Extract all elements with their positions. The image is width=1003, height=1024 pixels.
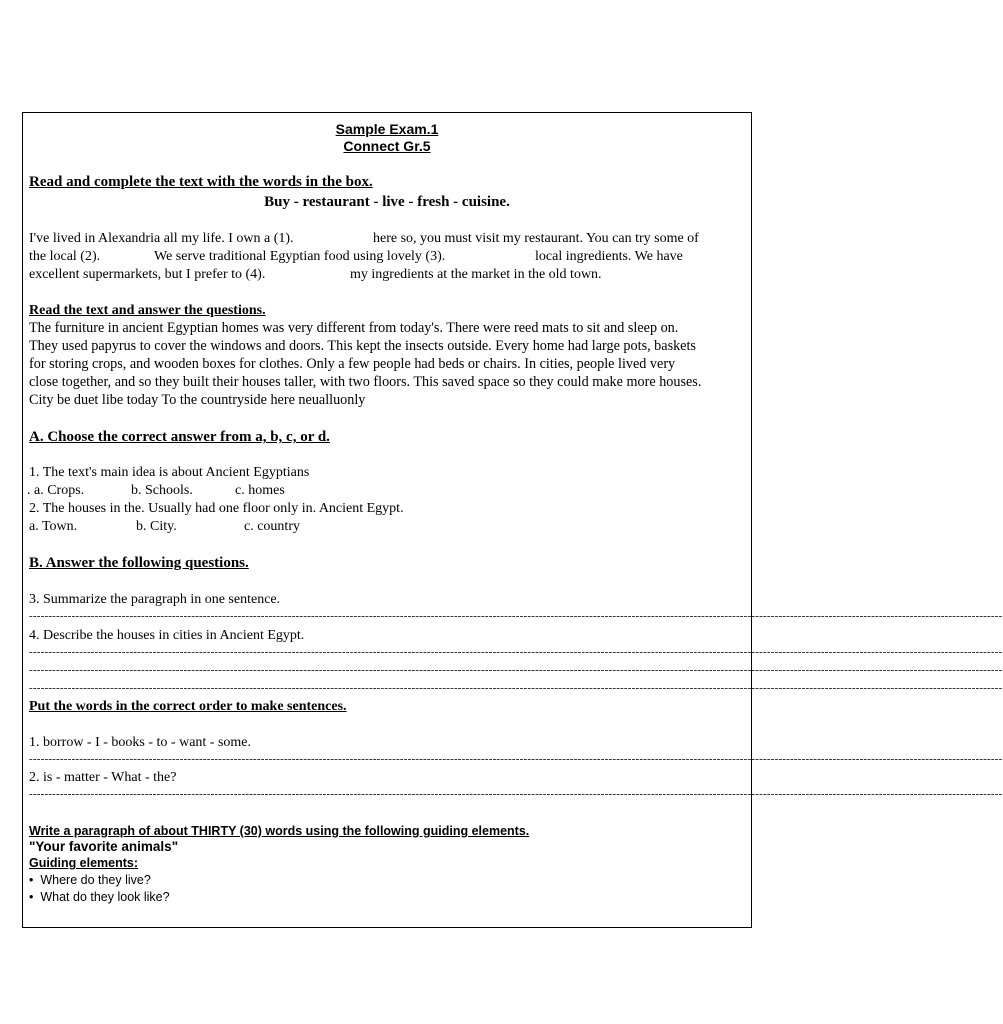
cloze-line-1b: here so, you must visit my restaurant. You can try some of (373, 231, 699, 246)
cloze-line-3a: excellent supermarkets, but I prefer to (4). (29, 267, 266, 282)
q1-option-c: c. homes (235, 483, 285, 498)
passage-line: for storing crops, and wooden boxes for clothes. Only a few people had beds or chairs. In cities, people lived very (29, 356, 676, 372)
writing-topic: "Your favorite animals" (29, 839, 179, 854)
order-sentence-2: 2. is - matter - What - the? (29, 770, 177, 785)
bullet-text: What do they look like? (40, 890, 170, 904)
q1-option-b: b. Schools. (131, 483, 193, 498)
passage-line: City be duet libe today To the countryside here neualluonly (29, 392, 366, 408)
cloze-line-2b: We serve traditional Egyptian food using lovely (3). (154, 249, 446, 264)
answer-line: ------------------------------------------------------------------------------------------------------------------------------------------------------------------------------------------------------------------------------------------------------------ (29, 788, 1003, 800)
section1-heading: Read and complete the text with the words in the box. (29, 174, 373, 190)
answer-line: ------------------------------------------------------------------------------------------------------------------------------------------------------------------------------------------------------------------------------------------------------------ (29, 610, 1003, 622)
question-1: 1. The text's main idea is about Ancient Egyptians (29, 465, 310, 480)
bullet-icon: • (29, 873, 34, 887)
exam-sheet (22, 112, 1003, 928)
reading-passage (29, 319, 701, 409)
word-order-heading: Put the words in the correct order to make sentences. (29, 699, 347, 714)
q2-option-c: c. country (244, 519, 300, 534)
answer-line: ------------------------------------------------------------------------------------------------------------------------------------------------------------------------------------------------------------------------------------------------------------ (29, 646, 1003, 658)
order-sentence-1: 1. borrow - I - books - to - want - some. (29, 735, 252, 750)
question-2: 2. The houses in the. Usually had one floor only in. Ancient Egypt. (29, 501, 404, 516)
q2-option-b: b. City. (136, 519, 177, 534)
q1-option-a: . a. Crops. (27, 483, 85, 498)
question-3: 3. Summarize the paragraph in one sentence. (29, 592, 281, 607)
passage-line: They used papyrus to cover the windows and doors. This kept the insects outside. Every home had large pots, baskets (29, 338, 696, 354)
cloze-line-2a: the local (2). (29, 249, 101, 264)
word-box: Buy - restaurant - live - fresh - cuisine. (264, 194, 510, 210)
section2-heading: Read the text and answer the questions. (29, 303, 266, 318)
guiding-bullet (29, 873, 151, 887)
guiding-bullet (29, 890, 170, 904)
passage-line: close together, and so they built their houses taller, with two floors. This saved space so they could make more houses. (29, 374, 702, 390)
bullet-text: Where do they live? (40, 873, 151, 887)
bullet-icon: • (29, 890, 34, 904)
answer-line: ------------------------------------------------------------------------------------------------------------------------------------------------------------------------------------------------------------------------------------------------------------ (29, 753, 1003, 765)
question-4: 4. Describe the houses in cities in Ancient Egypt. (29, 628, 305, 643)
cloze-line-1a: I've lived in Alexandria all my life. I own a (1). (29, 231, 294, 246)
exam-title: Sample Exam.1 (335, 121, 439, 137)
cloze-line-2c: local ingredients. We have (535, 249, 683, 264)
cloze-line-3b: my ingredients at the market in the old town. (350, 267, 602, 282)
writing-heading: Write a paragraph of about THIRTY (30) words using the following guiding elements. (29, 824, 530, 838)
passage-line: The furniture in ancient Egyptian homes was very different from today's. There were reed mats to sit and sleep on. (29, 320, 679, 336)
exam-subtitle: Connect Gr.5 (343, 138, 431, 154)
part-b-heading: B. Answer the following questions. (29, 555, 249, 571)
part-a-heading: A. Choose the correct answer from a, b, c, or d. (29, 429, 330, 445)
answer-line: ------------------------------------------------------------------------------------------------------------------------------------------------------------------------------------------------------------------------------------------------------------ (29, 682, 1003, 694)
guiding-elements-label: Guiding elements: (29, 856, 139, 870)
answer-line: ------------------------------------------------------------------------------------------------------------------------------------------------------------------------------------------------------------------------------------------------------------ (29, 664, 1003, 676)
q2-option-a: a. Town. (29, 519, 78, 534)
